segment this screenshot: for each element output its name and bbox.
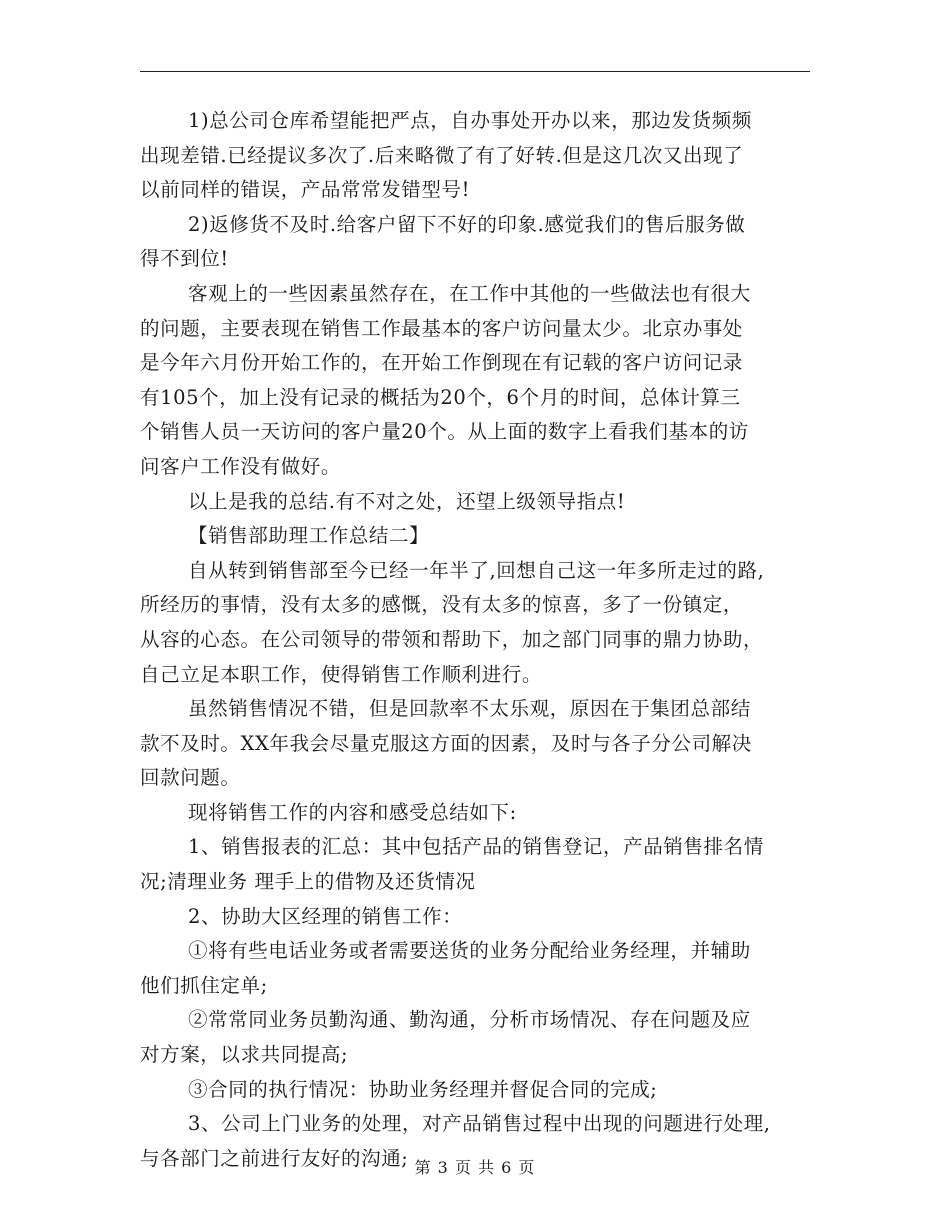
text-line: 他们抓住定单; [140,973,268,997]
text-line: ②常常同业务员勤沟通、勤沟通，分析市场情况、存在问题及应 [188,1008,751,1032]
text-line: 从容的心态。在公司领导的带领和帮助下，加之部门同事的鼎力协助， [140,627,764,651]
text-line: 出现差错.已经提议多次了.后来略微了有了好转.但是这几次又出现了 [140,143,744,167]
text-line: 1、销售报表的汇总：其中包括产品的销售登记，产品销售排名情 [188,835,764,859]
text-line: 个销售人员一天访问的客户量20个。从上面的数字上看我们基本的访 [140,420,749,444]
text-line: 问客户工作没有做好。 [140,454,342,478]
text-line: 2、协助大区经理的销售工作： [188,904,463,928]
text-line: 是今年六月份开始工作的，在开始工作倒现在有记载的客户访问记录 [140,351,744,375]
text-line: 自己立足本职工作，使得销售工作顺利进行。 [140,662,543,686]
document-body [140,104,820,1176]
text-line: 2)返修货不及时.给客户留下不好的印象.感觉我们的售后服务做 [188,212,746,236]
section-heading: 【销售部助理工作总结二】 [188,524,430,548]
text-line: 虽然销售情况不错，但是回款率不太乐观，原因在于集团总部结 [188,697,751,721]
text-line: 所经历的事情，没有太多的感慨，没有太多的惊喜，多了一份镇定， [140,593,744,617]
text-line: 以上是我的总结.有不对之处，还望上级领导指点! [188,489,626,513]
text-line: 客观上的一些因素虽然存在，在工作中其他的一些做法也有很大 [188,281,751,305]
text-line: 对方案，以求共同提高; [140,1043,349,1067]
text-line: 款不及时。XX年我会尽量克服这方面的因素，及时与各子分公司解决 [140,731,752,755]
text-line: 得不到位! [140,247,229,271]
text-line: 3、公司上门业务的处理，对产品销售过程中出现的问题进行处理, [188,1112,771,1136]
page-number: 第 3 页 共 6 页 [414,1158,536,1177]
text-line: ③合同的执行情况：协助业务经理并督促合同的完成; [188,1077,658,1101]
text-line: ①将有些电话业务或者需要送货的业务分配给业务经理，并辅助 [188,939,751,963]
text-line: 的问题，主要表现在销售工作最基本的客户访问量太少。北京办事处 [140,316,744,340]
text-line: 回款问题。 [140,766,241,790]
text-line: 况;清理业务 理手上的借物及还货情况 [140,870,476,894]
text-line: 自从转到销售部至今已经一年半了,回想自己这一年多所走过的路, [188,558,765,582]
text-line: 1)总公司仓库希望能把严点，自办事处开办以来，那边发货频频 [188,109,752,132]
text-line: 有105个，加上没有记录的概括为20个，6个月的时间，总体计算三 [140,385,741,409]
text-line: 与各部门之前进行友好的沟通; [140,1146,409,1170]
text-line: 现将销售工作的内容和感受总结如下: [188,800,517,824]
text-line: 以前同样的错误，产品常常发错型号! [140,178,471,202]
header-rule [140,71,810,72]
